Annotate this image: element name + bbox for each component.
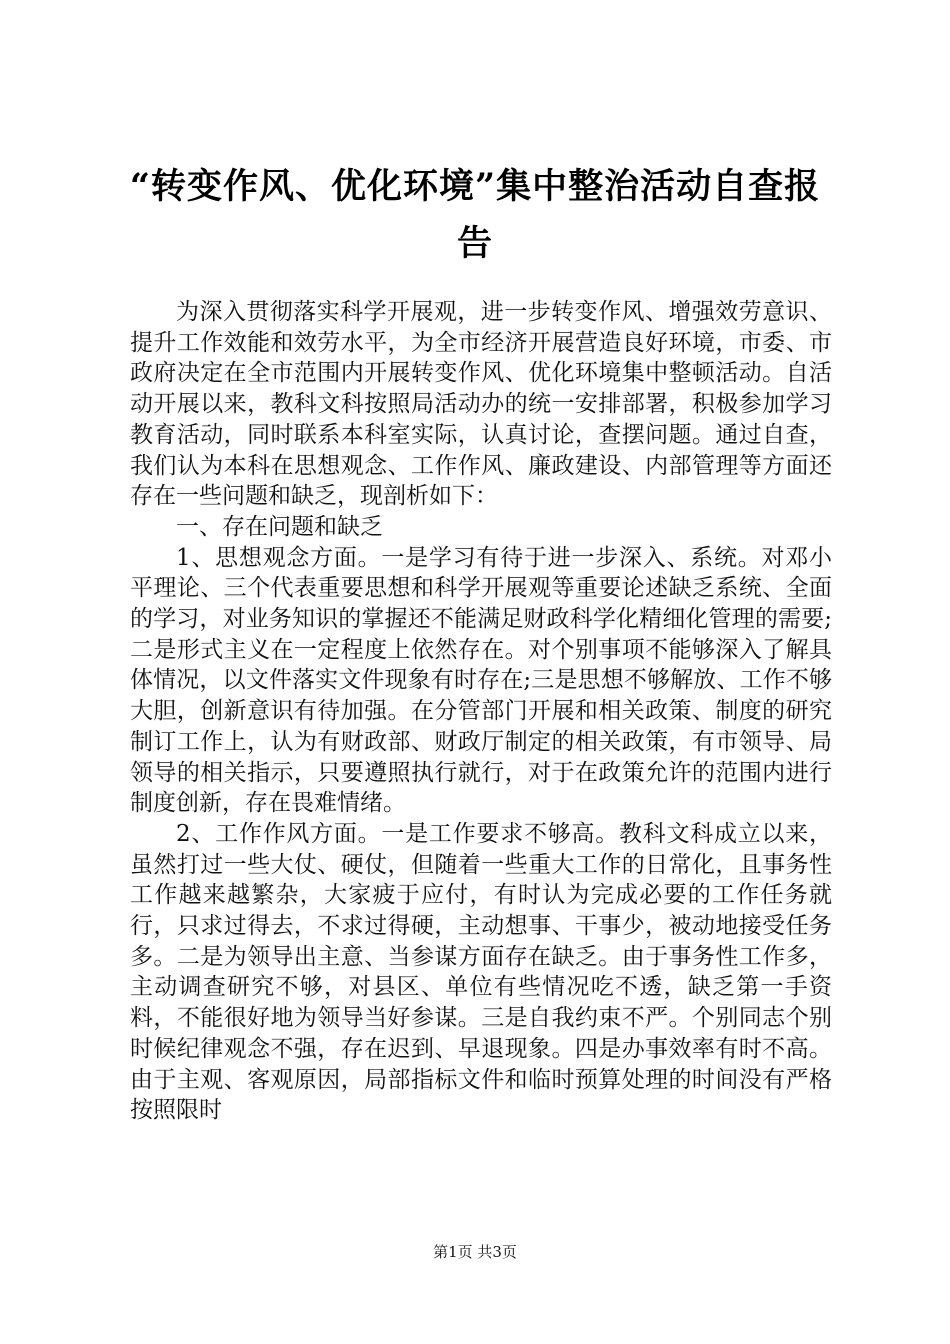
- document-title: “转变作风、优化环境”集中整治活动自查报告: [129, 166, 821, 264]
- intro-paragraph: 为深入贯彻落实科学开展观，进一步转变作风、增强效劳意识、提升工作效能和效劳水平，为全市经济开展营造良好环境，市委、市政府决定在全市范围内开展转变作风、优化环境集中整顿活动。自活动开展以来，教科文科按照局活动办的统一安排部署，积极参加学习教育活动，同时联系本科室实际，认真讨论，查摆问题。通过自查，我们认为本科在思想观念、工作作风、廉政建设、内部管理等方面还存在一些问题和缺乏，现剖析如下：: [130, 299, 832, 510]
- page-number-footer: 第1页 共3页: [433, 1243, 517, 1261]
- work-style-paragraph: 2、工作作风方面。一是工作要求不够高。教科文科成立以来，虽然打过一些大仗、硬仗，但随着一些重大工作的日常化，且事务性工作越来越繁杂，大家疲于应付，有时认为完成必要的工作任务就行，只求过得去，不求过得硬，主动想事、干事少，被动地接受任务多。二是为领导出主意、当参谋方面存在缺乏。由于事务性工作多，主动调查研究不够，对县区、单位有些情况吃不透，缺乏第一手资料，不能很好地为领导当好参谋。三是自我约束不严。个别同志个别时候纪律观念不强，存在迟到、早退现象。四是办事效率有时不高。由于主观、客观原因，局部指标文件和临时预算处理的时间没有严格按照限时: [130, 820, 832, 1124]
- document-body: [130, 297, 832, 1126]
- section-heading: 一、存在问题和缺乏: [176, 513, 383, 540]
- thinking-concept-paragraph: 1、思想观念方面。一是学习有待于进一步深入、系统。对邓小平理论、三个代表重要思想和科学开展观等重要论述缺乏系统、全面的学习，对业务知识的掌握还不能满足财政科学化精细化管理的需要;二是形式主义在一定程度上依然存在。对个别事项不能够深入了解具体情况，以文件落实文件现象有时存在;三是思想不够解放、工作不够大胆，创新意识有待加强。在分管部门开展和相关政策、制度的研究制订工作上，认为有财政部、财政厅制定的相关政策，有市领导、局领导的相关指示，只要遵照执行就行，对于在政策允许的范围内进行制度创新，存在畏难情绪。: [130, 544, 832, 817]
